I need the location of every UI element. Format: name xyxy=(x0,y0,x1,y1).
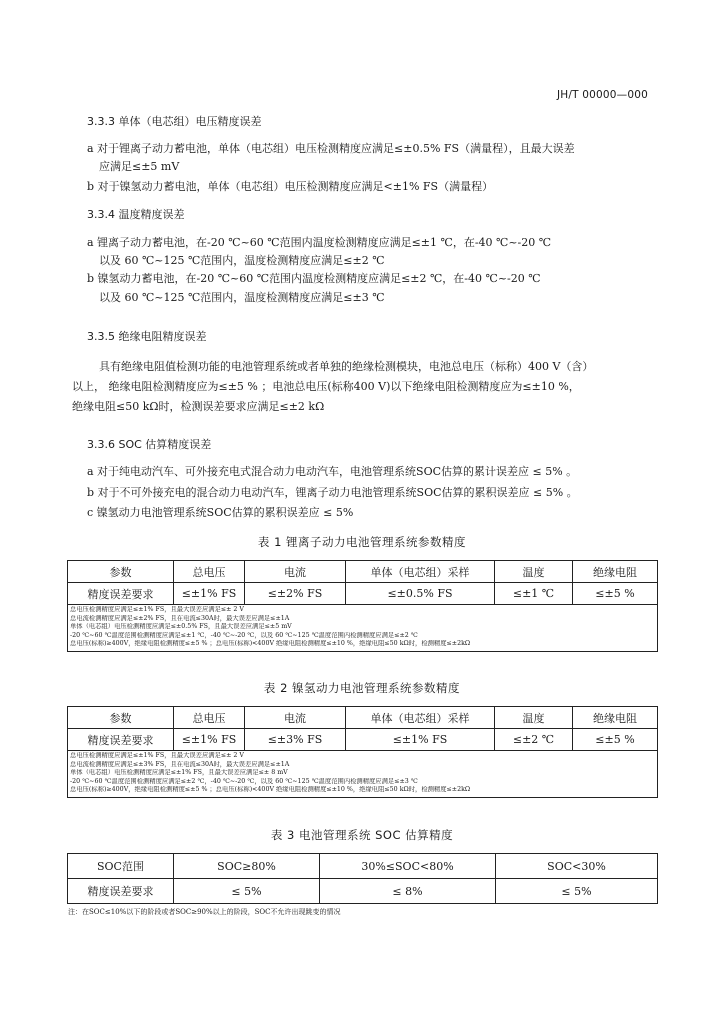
table1-header-cell: 温度 xyxy=(495,561,573,583)
table1-note-line: 单体（电芯组）电压检测精度应满足≤±0.5% FS，且最大误差应满足≤±5 mV xyxy=(70,623,292,631)
table1-note-line: -20 ℃~60 ℃温度范围检测精度应满足≤±1 ℃，-40 ℃~-20 ℃，以及 60 ℃~125 ℃温度范围内检测精度应满足≤±2 ℃ xyxy=(70,631,418,639)
s336-item-a: a 对于纯电动汽车、可外接充电式混合动力电动汽车，电池管理系统SOC估算的累计误差应 ≤ 5% 。 xyxy=(87,465,578,478)
table1-header-cell: 电流 xyxy=(245,561,346,583)
table1-header-cell: 参数 xyxy=(68,561,174,583)
section-heading-334: 3.3.4 温度精度误差 xyxy=(87,208,185,221)
table2-note-line: 总电压(标称)≥400V，绝缘电阻检测精度≤±5 % ；总电压(标称)<400V 绝缘电阻检测精度≤±10 %，绝缘电阻≤50 kΩ时，检测精度≤±2kΩ xyxy=(70,786,471,794)
table2-note-line: 总电压检测精度应满足≤±1% FS，且最大误差应满足≤± 2 V xyxy=(70,752,244,759)
s334-item-b-line2: 以及 60 ℃~125 ℃范围内，温度检测精度应满足≤±3 ℃ xyxy=(99,291,385,304)
table2-cell: ≤±3% FS xyxy=(245,729,346,751)
s333-item-b: b 对于镍氢动力蓄电池，单体（电芯组）电压检测精度应满足<±1% FS（满量程） xyxy=(87,180,494,193)
s334-item-a-line1: a 锂离子动力蓄电池，在-20 ℃~60 ℃范围内温度检测精度应满足≤±1 ℃，在-40 ℃~-20 ℃ xyxy=(87,236,552,249)
s336-item-b: b 对于不可外接充电的混合动力电动汽车，锂离子动力电池管理系统SOC估算的累积误差应 ≤ 5% 。 xyxy=(87,486,578,499)
table2-header-cell: 单体（电芯组）采样 xyxy=(346,707,495,729)
table2-data-row xyxy=(68,729,658,751)
table3-header-cell: SOC范围 xyxy=(68,854,174,879)
table3-header-cell: SOC<30% xyxy=(496,854,658,879)
document-number: JH/T 00000—000 xyxy=(556,89,648,101)
table3-note: 注：在SOC≤10%以下的阶段或者SOC≥90%以上的阶段，SOC不允许出现跳变的情况 xyxy=(68,908,341,916)
s335-paragraph-line1: 具有绝缘电阻值检测功能的电池管理系统或者单独的绝缘检测模块，电池总电压（标称）400 V（含） xyxy=(99,360,594,373)
table2-cell: ≤±2 ℃ xyxy=(495,729,573,751)
table3-caption: 表 3 电池管理系统 SOC 估算精度 xyxy=(270,828,454,842)
table1-cell: ≤±5 % xyxy=(573,583,658,605)
table1-cell: ≤±1% FS xyxy=(174,583,245,605)
table2-notes-row xyxy=(68,751,658,798)
table1-note-line: 总电流检测精度应满足≤±2% FS，且在电流≤30A时，最大误差应满足≤±1A xyxy=(70,614,290,622)
table3-cell: 精度误差要求 xyxy=(68,879,174,904)
table2-header-cell: 绝缘电阻 xyxy=(573,707,658,729)
table1-data-row xyxy=(68,583,658,605)
table1-cell: ≤±2% FS xyxy=(245,583,346,605)
s334-item-b-line1: b 镍氢动力蓄电池，在-20 ℃~60 ℃范围内温度检测精度应满足≤±2 ℃，在-40 ℃~-20 ℃ xyxy=(87,272,541,285)
table1-header-cell: 单体（电芯组）采样 xyxy=(346,561,495,583)
s335-paragraph-line3: 绝缘电阻≤50 kΩ时，检测误差要求应满足≤±2 kΩ xyxy=(72,400,325,413)
table3-data-row xyxy=(68,879,658,904)
s335-paragraph-line2: 以上， 绝缘电阻检测精度应为≤±5 % ；电池总电压(标称400 V)以下绝缘电阻检测精度应为≤±10 %， xyxy=(72,380,580,393)
table3-header-cell: SOC≥80% xyxy=(174,854,320,879)
table2-note-line: 单体（电芯组）电压检测精度应满足≤±1% FS，且最大误差应满足≤± 8 mV xyxy=(70,769,288,777)
table1-header-cell: 绝缘电阻 xyxy=(573,561,658,583)
table3-header-cell: 30%≤SOC<80% xyxy=(320,854,496,879)
s333-item-a-line2: 应满足≤±5 mV xyxy=(99,160,180,173)
table2-header-cell: 参数 xyxy=(68,707,174,729)
table1-cell: ≤±0.5% FS xyxy=(346,583,495,605)
table2-header-cell: 温度 xyxy=(495,707,573,729)
table2-cell: ≤±1% FS xyxy=(174,729,245,751)
section-heading-333: 3.3.3 单体（电芯组）电压精度误差 xyxy=(87,115,262,128)
table3-cell: ≤ 5% xyxy=(174,879,320,904)
table2-header-cell: 电流 xyxy=(245,707,346,729)
table1-cell: ≤±1 ℃ xyxy=(495,583,573,605)
table3-cell: ≤ 5% xyxy=(496,879,658,904)
table2-note-line: -20 ℃~60 ℃温度范围检测精度应满足≤±2 ℃，-40 ℃~-20 ℃，以及 60 ℃~125 ℃温度范围内检测精度应满足≤±3 ℃ xyxy=(70,777,418,785)
table2 xyxy=(67,706,658,798)
table2-note-line: 总电流检测精度应满足≤±3% FS，且在电流≤30A时，最大误差应满足≤±1A xyxy=(70,760,290,768)
table1-note-line: 总电压(标称)≥400V，绝缘电阻检测精度≤±5 % ；总电压(标称)<400V 绝缘电阻检测精度≤±10 %，绝缘电阻≤50 kΩ时，检测精度≤±2kΩ xyxy=(70,640,471,648)
s333-item-a-line1: a 对于锂离子动力蓄电池，单体（电芯组）电压检测精度应满足≤±0.5% FS（满量程），且最大误差 xyxy=(87,142,575,155)
table1-caption: 表 1 锂离子动力电池管理系统参数精度 xyxy=(257,535,467,549)
section-heading-335: 3.3.5 绝缘电阻精度误差 xyxy=(87,330,207,343)
table1-notes xyxy=(68,605,658,652)
table1-note-line: 总电压检测精度应满足≤±1% FS，且最大误差应满足≤± 2 V xyxy=(70,606,244,613)
table1-header-cell: 总电压 xyxy=(174,561,245,583)
s334-item-a-line2: 以及 60 ℃~125 ℃范围内，温度检测精度应满足≤±2 ℃ xyxy=(99,254,385,267)
table1-cell: 精度误差要求 xyxy=(68,583,174,605)
table2-cell: ≤±5 % xyxy=(573,729,658,751)
s336-item-c: c 镍氢动力电池管理系统SOC估算的累积误差应 ≤ 5% xyxy=(87,506,354,519)
table3-cell: ≤ 8% xyxy=(320,879,496,904)
table2-cell: ≤±1% FS xyxy=(346,729,495,751)
table1 xyxy=(67,560,658,652)
table3 xyxy=(67,853,658,904)
table1-notes-row xyxy=(68,605,658,652)
table2-header-cell: 总电压 xyxy=(174,707,245,729)
table1-header-row xyxy=(68,561,658,583)
table2-caption: 表 2 镍氢动力电池管理系统参数精度 xyxy=(263,681,461,695)
section-heading-336: 3.3.6 SOC 估算精度误差 xyxy=(87,438,212,451)
table2-notes xyxy=(68,751,658,798)
table2-cell: 精度误差要求 xyxy=(68,729,174,751)
table3-header-row xyxy=(68,854,658,879)
table2-header-row xyxy=(68,707,658,729)
